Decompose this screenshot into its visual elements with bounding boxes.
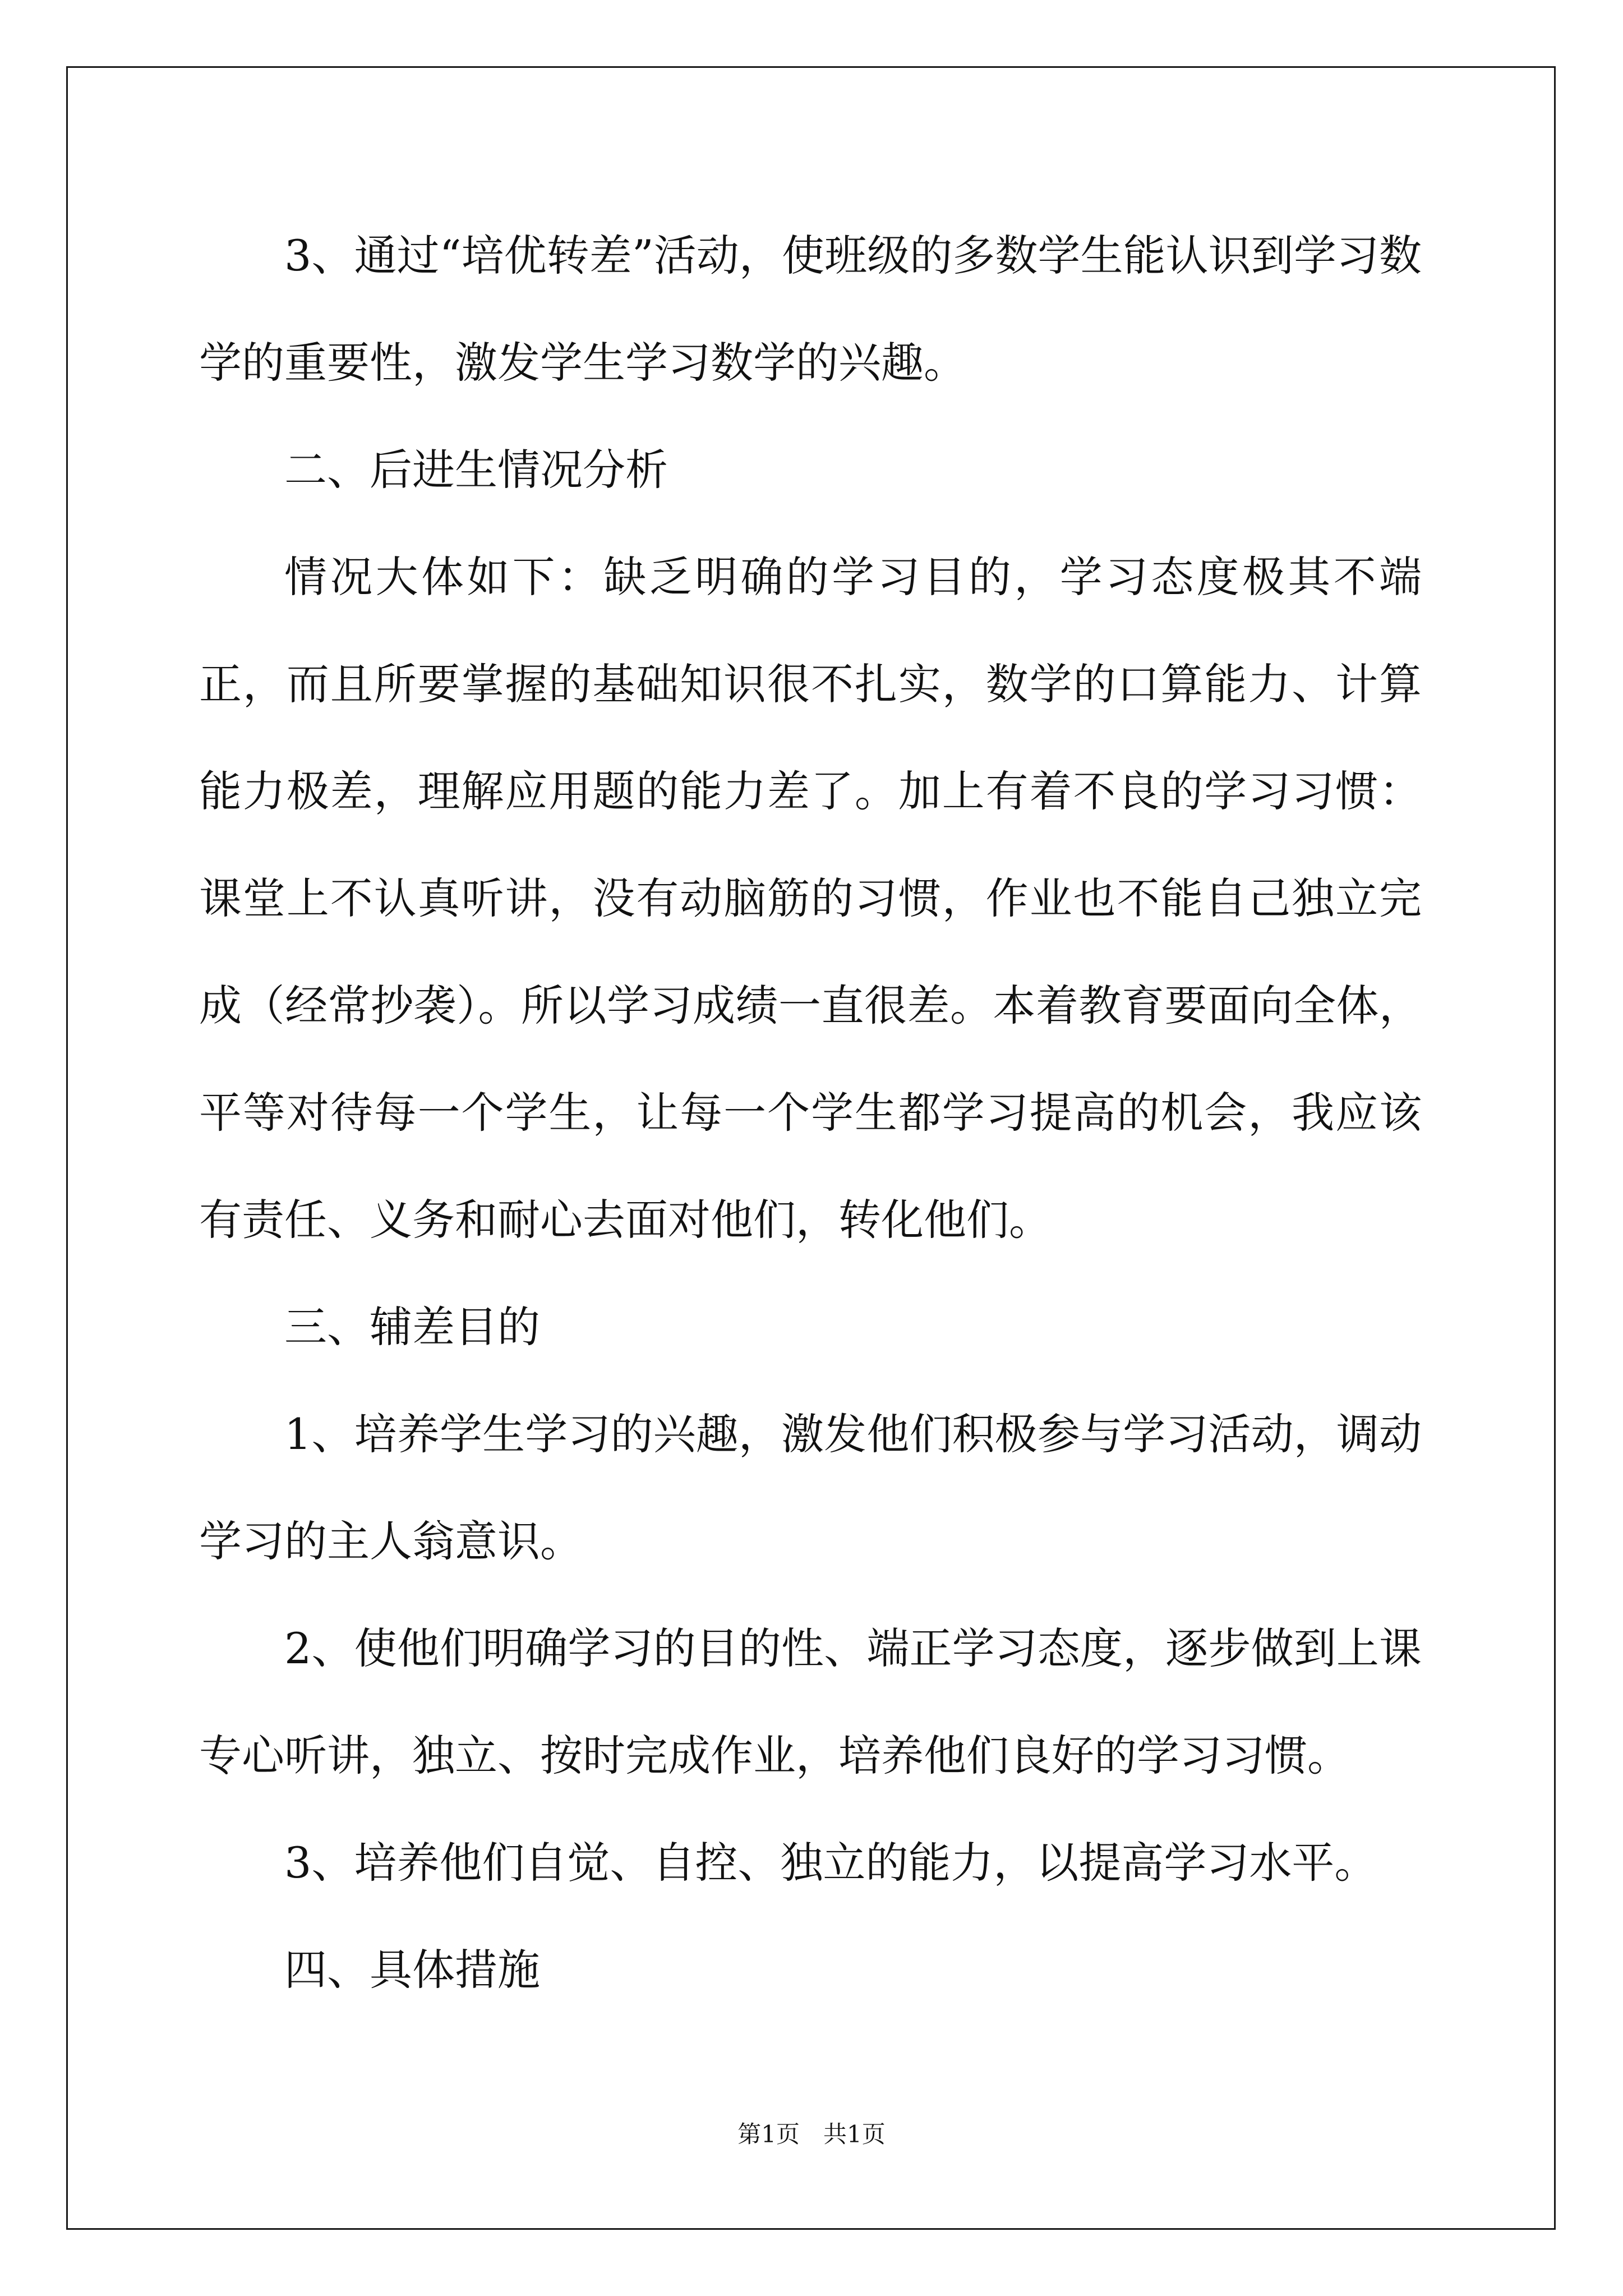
paragraph-item-3: 3、通过“培优转差”活动，使班级的多数学生能认识到学习数学的重要性，激发学生学习数学的兴趣。 xyxy=(199,231,1422,388)
paragraph-goal-1: 1、培养学生学习的兴趣，激发他们积极参与学习活动，调动学习的主人翁意识。 xyxy=(199,1409,1422,1566)
paragraph-analysis: 情况大体如下：缺乏明确的学习目的，学习态度极其不端正，而且所要掌握的基础知识很不扎实，数学的口算能力、计算能力极差，理解应用题的能力差了。加上有着不良的学习习惯：课堂上不认真听讲，没有动脑筋的习惯，作业也不能自己独立完成（经常抄袭）。所以学习成绩一直很差。本着教育要面向全体，平等对待每一个学生，让每一个学生都学习提高的机会，我应该有责任、义务和耐心去面对他们，转化他们。 xyxy=(199,552,1422,1245)
page-number-footer: 第1页 共1页 xyxy=(737,2120,886,2148)
paragraph-goal-2: 2、使他们明确学习的目的性、端正学习态度，逐步做到上课专心听讲，独立、按时完成作业，培养他们良好的学习习惯。 xyxy=(199,1623,1422,1780)
document-body xyxy=(199,202,1422,2023)
section-heading-analysis: 二、后进生情况分析 xyxy=(284,445,668,495)
section-heading-goals: 三、辅差目的 xyxy=(284,1302,540,1352)
section-heading-measures: 四、具体措施 xyxy=(284,1945,540,1995)
paragraph-goal-3: 3、培养他们自觉、自控、独立的能力，以提高学习水平。 xyxy=(284,1838,1377,1888)
